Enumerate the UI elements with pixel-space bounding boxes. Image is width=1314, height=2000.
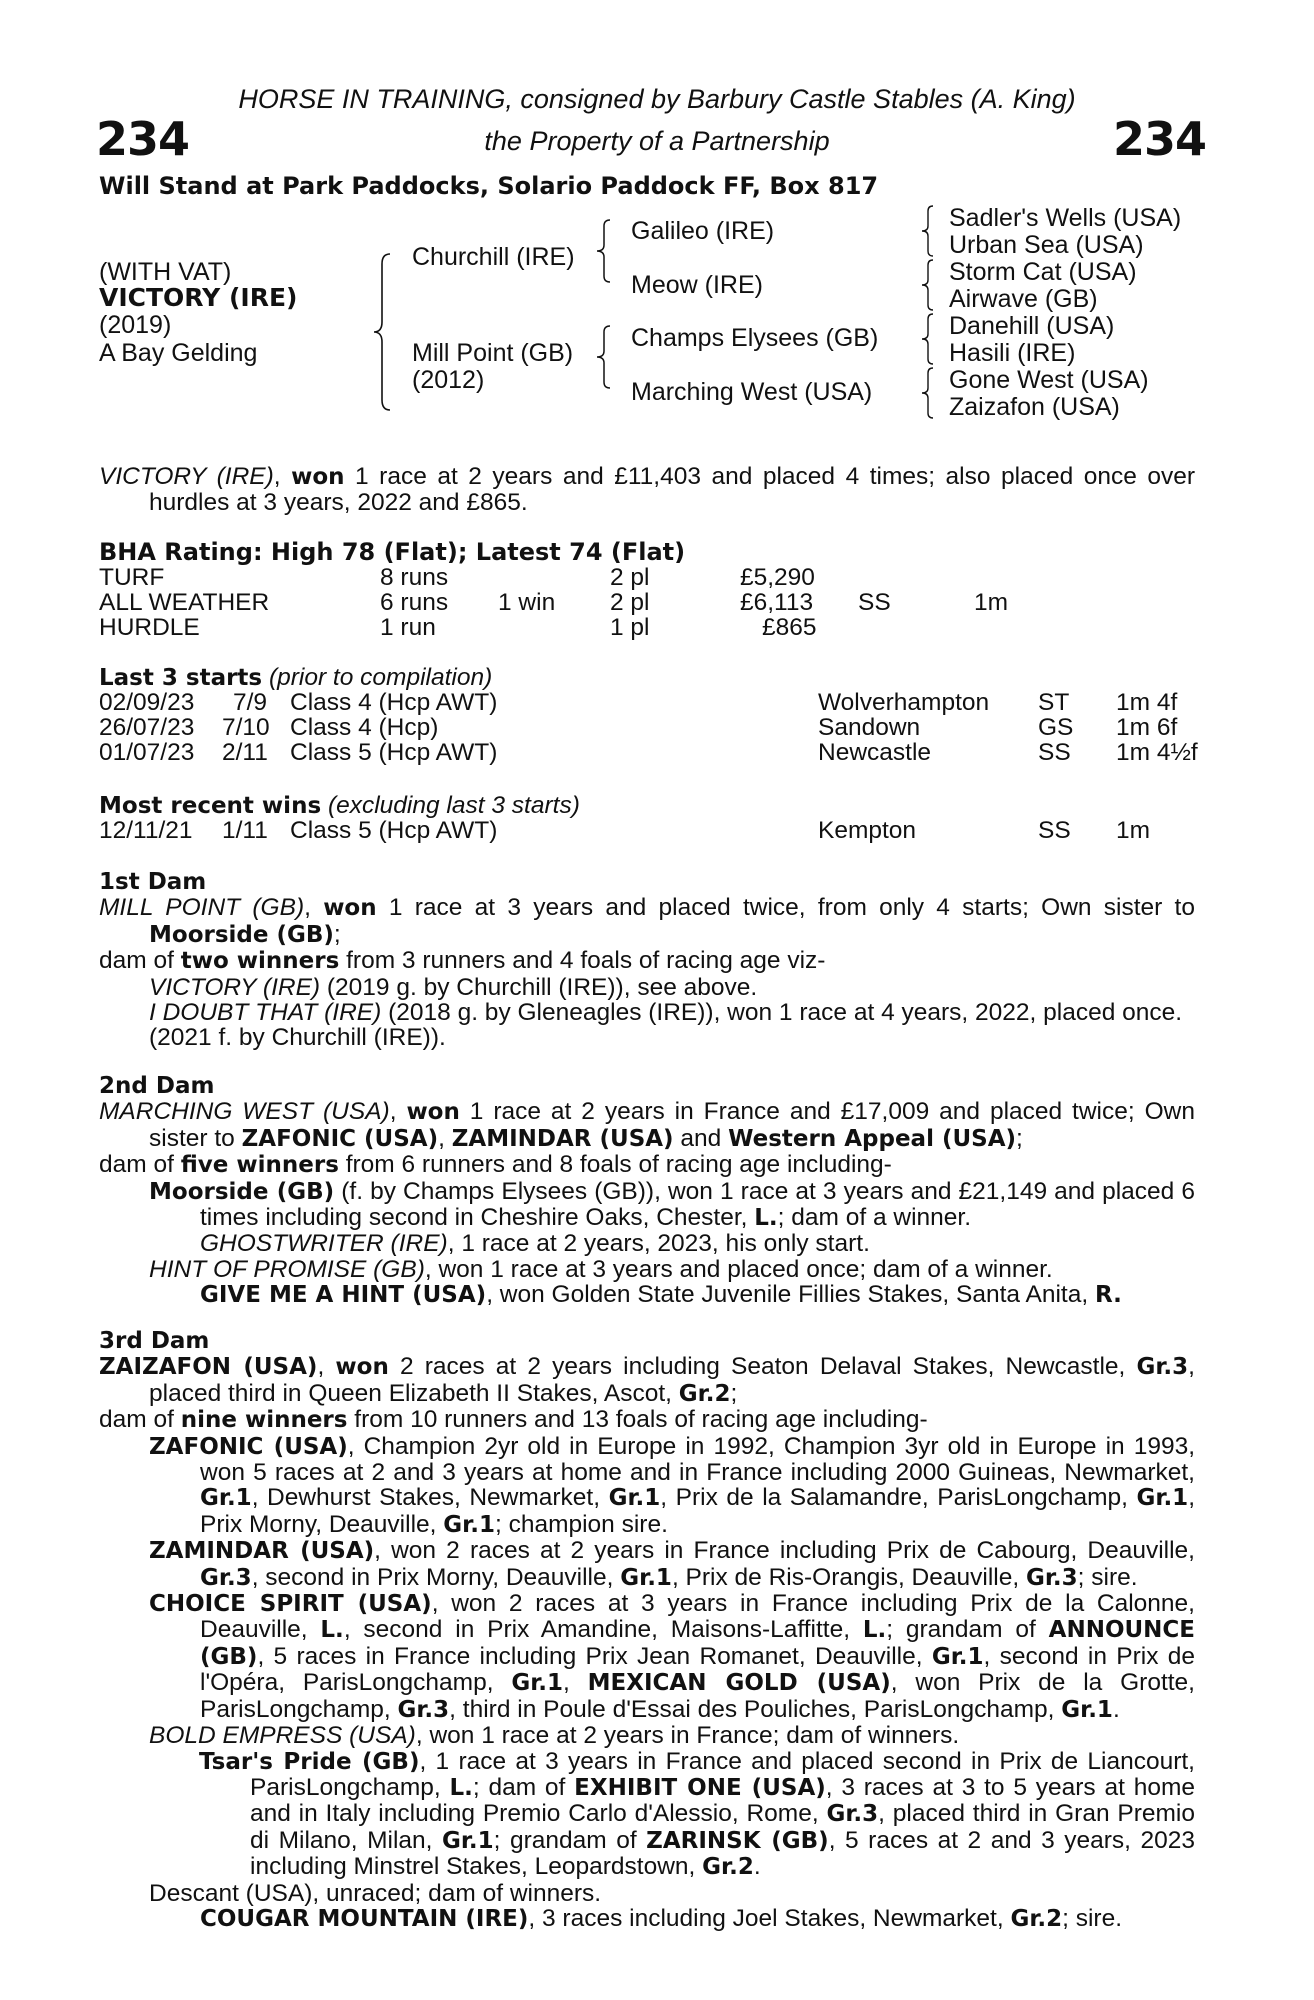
produce-record: , Prix de la Salamandre, ParisLongchamp, — [660, 1484, 1137, 1512]
separator: and — [673, 1124, 729, 1152]
race-grade: Gr.1 — [931, 1643, 984, 1670]
rating-surface: TURF — [99, 564, 165, 591]
summary-text: 1 race at 2 years and £11,403 and placed 4 times; also placed once over hurdles at 3 years, 2022 and £865. — [149, 463, 1195, 517]
produce-text: from 10 runners and 13 foals of racing age including- — [347, 1406, 928, 1434]
rating-wins: 1 win — [498, 589, 556, 616]
separator: , — [563, 1669, 588, 1697]
grand-produce-name: GHOSTWRITER (IRE) — [200, 1230, 448, 1258]
produce-record: , Champion 2yr old in Europe in 1992, Champion 3yr old in Europe in 1993, won 5 races at 2 and 3 years at home and in France including 2000 Guineas, Newmarket, — [200, 1432, 1196, 1487]
ancestor-1: Sadler's Wells (USA) — [949, 204, 1182, 232]
start-course: Newcastle — [818, 739, 932, 766]
race-grade: Gr.2 — [702, 1854, 754, 1881]
grand-produce-record: , 3 races at 3 to 5 years at home and in Italy including Premio Carlo d'Alessio, Rome, — [250, 1773, 1195, 1828]
punctuation: ; — [333, 920, 341, 948]
produce-record: ; dam of a winner. — [777, 1204, 972, 1232]
produce-record: ; sire. — [1077, 1563, 1138, 1591]
grand-produce-name: COUGAR MOUNTAIN (IRE) — [200, 1905, 529, 1932]
race-grade: L. — [862, 1617, 887, 1644]
won-label: won — [335, 1354, 389, 1381]
start-going: GS — [1038, 714, 1074, 741]
grand-produce-record: , placed third in Gran Premio di Milano, Milan, — [250, 1800, 1195, 1854]
start-date: 26/07/23 — [99, 714, 195, 741]
lot-number-left: 234 — [96, 112, 190, 166]
dam-name: MILL POINT (GB) — [99, 894, 305, 922]
start-date: 01/07/23 — [99, 739, 195, 766]
produce-record: ; grandam of — [886, 1616, 1049, 1644]
second-dam-heading: 2nd Dam — [99, 1073, 215, 1099]
rating-prize: £865 — [762, 614, 817, 641]
sire-name: Churchill (IRE) — [412, 243, 575, 271]
produce-record: , Prix Morny, Deauville, — [200, 1484, 1195, 1538]
recent-wins-heading — [99, 792, 580, 820]
start-position: 7/10 — [222, 714, 270, 741]
win-position: 1/11 — [222, 817, 268, 844]
sister-name: Moorside (GB) — [149, 921, 334, 948]
ancestor-5: Danehill (USA) — [949, 312, 1115, 340]
race-grade: Gr.2 — [678, 1380, 731, 1407]
produce-name: ZAMINDAR (USA) — [149, 1538, 375, 1565]
consignor-line: HORSE IN TRAINING, consigned by Barbury Castle Stables (A. King) — [238, 84, 1076, 114]
sibling-name: Western Appeal (USA) — [728, 1125, 1017, 1152]
punctuation: . — [753, 1853, 761, 1881]
start-race: Class 5 (Hcp AWT) — [290, 739, 498, 766]
race-grade: Gr.3 — [1025, 1564, 1078, 1591]
race-grade: Gr.2 — [1010, 1905, 1063, 1932]
sibling-name: ZAFONIC (USA) — [241, 1125, 439, 1152]
punctuation: . — [1112, 1695, 1120, 1723]
rating-going: SS — [858, 589, 891, 616]
start-date: 02/09/23 — [99, 689, 195, 716]
grand-produce-name: ZARINSK (GB) — [646, 1827, 829, 1854]
maternal-grandsire: Champs Elysees (GB) — [631, 324, 879, 352]
start-distance: 1m 4½f — [1116, 739, 1198, 766]
race-grade: L. — [320, 1617, 344, 1644]
summary-horse-name: VICTORY (IRE) — [99, 463, 274, 490]
produce-record: , won Prix de la Grotte, ParisLongchamp, — [200, 1669, 1195, 1723]
win-going: SS — [1038, 817, 1071, 844]
produce-record: , won 2 races at 2 years in France including Prix de Cabourg, Deauville, — [374, 1537, 1195, 1565]
produce-record: , won 1 race at 3 years and placed once; dam of a winner. — [424, 1255, 1053, 1283]
produce-record: , won 2 races at 3 years in France including Prix de la Calonne, Deauville, — [200, 1590, 1195, 1644]
grand-produce-record: , 1 race at 2 years, 2023, his only start. — [447, 1230, 870, 1258]
race-grade: Gr.1 — [608, 1485, 661, 1512]
produce-name: HINT OF PROMISE (GB) — [149, 1255, 425, 1283]
grand-produce-record: , won Golden State Juvenile Fillies Stakes, Santa Anita, — [486, 1281, 1095, 1309]
produce-record: , second in Prix Amandine, Maisons-Laffitte, — [343, 1616, 863, 1644]
start-race: Class 4 (Hcp) — [290, 714, 439, 741]
rating-placed: 2 pl — [610, 589, 650, 616]
last3-heading — [99, 664, 492, 692]
grand-produce-name: Tsar's Pride (GB) — [199, 1748, 420, 1775]
produce-text: dam of — [99, 1406, 181, 1434]
produce-name: ZAFONIC (USA) — [149, 1433, 348, 1460]
rating-runs: 1 run — [380, 614, 436, 641]
recent-wins-title: Most recent wins — [99, 793, 322, 819]
recent-wins-note: (excluding last 3 starts) — [327, 792, 580, 819]
win-course: Kempton — [818, 817, 917, 844]
first-dam-section — [99, 870, 1195, 1051]
horse-name: VICTORY (IRE) — [99, 283, 298, 312]
grand-produce-record: ; sire. — [1062, 1904, 1123, 1932]
paternal-granddam: Meow (IRE) — [631, 271, 763, 299]
race-grade: L. — [754, 1205, 778, 1232]
win-race: Class 5 (Hcp AWT) — [290, 817, 498, 844]
produce-record: , won 1 race at 2 years in France; dam of winners. — [415, 1722, 960, 1750]
start-distance: 1m 4f — [1116, 689, 1178, 716]
dam-name: MARCHING WEST (USA) — [99, 1098, 390, 1126]
ancestor-6: Hasili (IRE) — [949, 339, 1076, 367]
grand-produce-record: ; dam of — [472, 1773, 575, 1801]
dam-record: 1 race at 2 years in France and £17,009 and placed twice; Own sister to — [149, 1098, 1195, 1152]
produce-record: , second in Prix Morny, Deauville, — [251, 1563, 621, 1591]
brace-icon — [370, 252, 394, 412]
produce-record: , Prix de Ris-Orangis, Deauville, — [671, 1563, 1026, 1591]
dam-record: 1 race at 3 years and placed twice, from only 4 starts; Own sister to — [376, 894, 1195, 922]
vat-note: (WITH VAT) — [99, 258, 232, 286]
stabling-location: Will Stand at Park Paddocks, Solario Paddock FF, Box 817 — [99, 172, 879, 200]
race-grade: Gr.1 — [443, 1511, 495, 1538]
grand-produce-record: , 1 race at 3 years in France and placed second in Prix de Liancourt, ParisLongchamp, — [250, 1747, 1195, 1801]
third-dam-section — [99, 1329, 1195, 1932]
rating-placed: 2 pl — [610, 564, 650, 591]
win-distance: 1m — [1116, 817, 1151, 844]
produce-text: from 3 runners and 4 foals of racing age viz- — [339, 947, 826, 975]
race-grade: Gr.3 — [397, 1696, 450, 1723]
produce-name: BOLD EMPRESS (USA) — [149, 1722, 416, 1750]
rating-placed: 1 pl — [610, 614, 650, 641]
start-going: SS — [1038, 739, 1071, 766]
grand-produce-name: ANNOUNCE (GB) — [200, 1617, 1196, 1670]
race-grade: Gr.1 — [200, 1485, 252, 1512]
grand-produce-record: , 5 races at 2 and 3 years, 2023 including Minstrel Stakes, Leopardstown, — [250, 1826, 1195, 1881]
win-date: 12/11/21 — [99, 817, 193, 844]
separator: , — [304, 894, 324, 922]
rating-surface: ALL WEATHER — [99, 589, 270, 616]
dam-name: Mill Point (GB) — [412, 339, 574, 367]
produce-record: ; champion sire. — [494, 1510, 668, 1538]
separator: , — [317, 1353, 336, 1381]
start-position: 7/9 — [233, 689, 268, 716]
won-label: won — [323, 895, 377, 922]
first-dam-heading: 1st Dam — [99, 869, 207, 895]
grand-produce-name: MEXICAN GOLD (USA) — [587, 1670, 891, 1697]
produce-name: I DOUBT THAT (IRE) — [149, 999, 382, 1027]
rating-prize: £5,290 — [740, 564, 815, 591]
start-course: Sandown — [818, 714, 921, 741]
produce-record: , third in Poule d'Essai des Pouliches, ParisLongchamp, — [449, 1695, 1062, 1723]
produce-text: from 6 runners and 8 foals of racing age including- — [338, 1151, 892, 1179]
rating-distance: 1m — [974, 589, 1009, 616]
grand-produce-name: EXHIBIT ONE (USA) — [574, 1774, 826, 1801]
start-going: ST — [1038, 689, 1070, 716]
grand-produce-record: ; grandam of — [493, 1826, 647, 1854]
race-grade: L. — [449, 1774, 473, 1801]
ancestor-3: Storm Cat (USA) — [949, 258, 1137, 286]
race-grade: Gr.3 — [200, 1564, 252, 1591]
second-dam-section — [99, 1074, 1195, 1309]
dam-year: (2012) — [412, 366, 485, 394]
paternal-grandsire: Galileo (IRE) — [631, 217, 775, 245]
punctuation: ; — [730, 1379, 738, 1407]
separator: , — [389, 1098, 407, 1126]
ancestor-7: Gone West (USA) — [949, 366, 1149, 394]
ancestor-4: Airwave (GB) — [949, 285, 1098, 313]
grand-produce-name: GIVE ME A HINT (USA) — [200, 1282, 487, 1309]
produce-record: , Dewhurst Stakes, Newmarket, — [251, 1484, 609, 1512]
produce-name: CHOICE SPIRIT (USA) — [149, 1591, 432, 1618]
rating-heading: BHA Rating: High 78 (Flat); Latest 74 (Flat) — [99, 538, 686, 566]
produce-record: Descant (USA), unraced; dam of winners. — [149, 1879, 602, 1907]
start-distance: 1m 6f — [1116, 714, 1178, 741]
ancestor-8: Zaizafon (USA) — [949, 393, 1120, 421]
brace-icon — [920, 312, 936, 366]
rating-prize: £6,113 — [740, 589, 814, 616]
brace-icon — [920, 258, 936, 312]
produce-text: dam of — [99, 1151, 181, 1179]
produce-record: (2018 g. by Gleneagles (IRE)), won 1 race at 4 years, 2022, placed once. — [381, 999, 1183, 1027]
rating-runs: 6 runs — [380, 589, 449, 616]
produce-record: , second in Prix de l'Opéra, ParisLongchamp, — [200, 1642, 1195, 1697]
start-course: Wolverhampton — [818, 689, 990, 716]
lot-number-right: 234 — [1112, 112, 1206, 166]
dam-name: ZAIZAFON (USA) — [99, 1354, 318, 1381]
punctuation: ; — [1016, 1124, 1023, 1152]
brace-icon — [920, 366, 936, 420]
winners-count: two winners — [180, 948, 340, 975]
race-grade: Gr.3 — [826, 1801, 879, 1828]
third-dam-heading: 3rd Dam — [99, 1328, 210, 1354]
separator: , — [438, 1124, 452, 1152]
race-grade: R. — [1094, 1282, 1122, 1309]
produce-name: VICTORY (IRE) — [149, 973, 321, 1001]
race-grade: Gr.1 — [511, 1670, 564, 1697]
won-label: won — [406, 1099, 460, 1126]
produce-name: Moorside (GB) — [149, 1178, 335, 1205]
produce-record: (f. by Champs Elysees (GB)), won 1 race at 3 years and £21,149 and placed 6 times including second in Cheshire Oaks, Chester, — [200, 1177, 1195, 1232]
last3-note: (prior to compilation) — [268, 664, 493, 691]
dam-record: 2 races at 2 years including Seaton Delaval Stakes, Newcastle, — [388, 1353, 1137, 1381]
race-grade: Gr.1 — [620, 1564, 672, 1591]
brace-icon — [920, 204, 936, 258]
race-grade: Gr.1 — [1061, 1696, 1113, 1723]
dam-record: , placed third in Queen Elizabeth II Stakes, Ascot, — [149, 1353, 1195, 1407]
race-grade: Gr.1 — [441, 1827, 494, 1854]
maternal-granddam: Marching West (USA) — [631, 378, 873, 406]
won-label: won — [291, 464, 345, 490]
race-grade: Gr.1 — [1136, 1485, 1189, 1512]
race-grade: Gr.3 — [1136, 1354, 1189, 1381]
winners-count: nine winners — [180, 1407, 348, 1434]
rating-surface: HURDLE — [99, 614, 200, 641]
ancestor-2: Urban Sea (USA) — [949, 231, 1144, 259]
property-line: the Property of a Partnership — [484, 126, 830, 156]
produce-record: (2021 f. by Churchill (IRE)). — [149, 1024, 446, 1052]
race-summary: VICTORY (IRE), won 1 race at 2 years and £11,403 and placed 4 times; also placed once over hurdles at 3 years, 2022 and £865. — [99, 463, 1195, 517]
sibling-name: ZAMINDAR (USA) — [451, 1125, 674, 1152]
horse-description: A Bay Gelding — [99, 339, 258, 367]
last3-title: Last 3 starts — [99, 665, 263, 691]
produce-record: , 5 races in France including Prix Jean Romanet, Deauville, — [257, 1642, 932, 1670]
brace-icon — [594, 324, 614, 390]
produce-text: dam of — [99, 947, 181, 975]
horse-year: (2019) — [99, 311, 172, 339]
start-race: Class 4 (Hcp AWT) — [290, 689, 498, 716]
rating-runs: 8 runs — [380, 564, 449, 591]
brace-icon — [594, 218, 614, 284]
start-position: 2/11 — [222, 739, 268, 766]
produce-record: (2019 g. by Churchill (IRE)), see above. — [320, 973, 758, 1001]
winners-count: five winners — [180, 1152, 339, 1179]
grand-produce-record: , 3 races including Joel Stakes, Newmarket, — [528, 1904, 1011, 1932]
